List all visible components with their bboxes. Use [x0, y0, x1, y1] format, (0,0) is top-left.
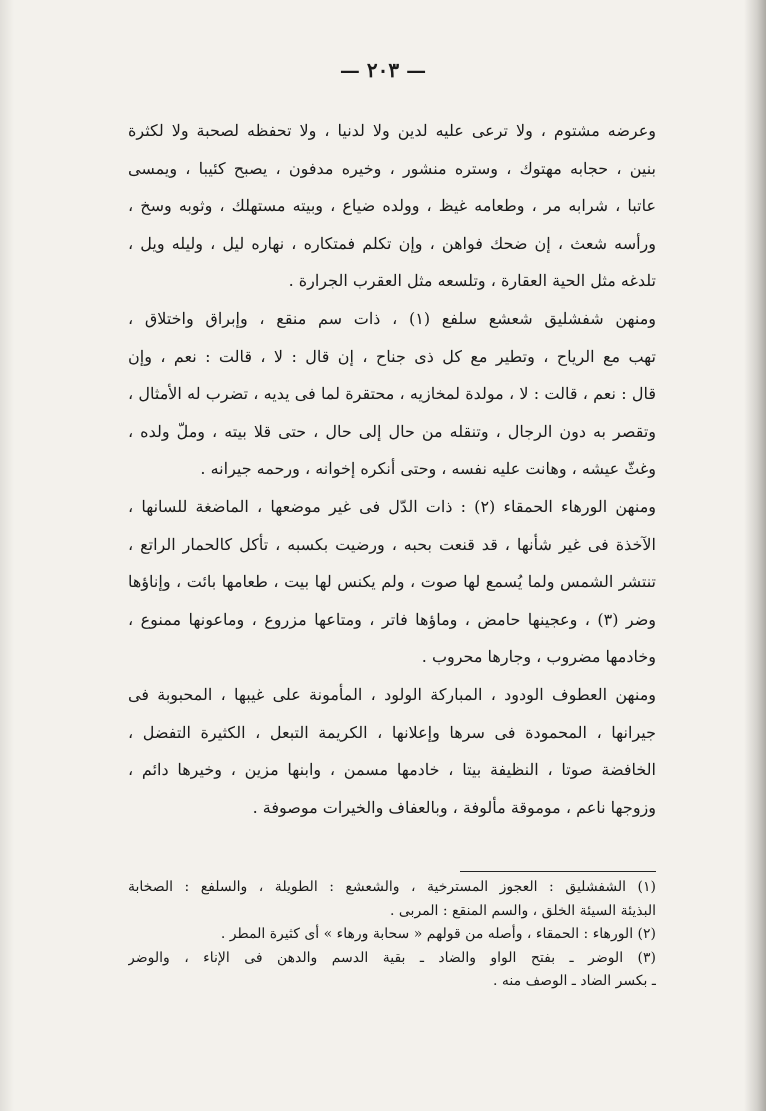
- body-line: وتقصر به دون الرجال ، وتنقله من حال إلى حال ، حتى قلا بيته ، وملّ ولده ،: [128, 421, 656, 441]
- body-line: ومنهن شفشليق شعشع سلفع (١) ، ذات سم منقع ، وإبراق واختلاق ،: [128, 308, 656, 328]
- body-line: وعرضه مشتوم ، ولا ترعى عليه لدين ولا لدنيا ، ولا تحفظه لصحبة ولا لكثرة: [128, 121, 656, 140]
- body-line: الآخذة فى غير شأنها ، قد قنعت بحبه ، ورضيت بكسبه ، تأكل كالحمار الراتع ،: [128, 534, 656, 554]
- body-line: جيرانها ، المحمودة فى سرها وإعلانها ، الكريمة التبعل ، الكثيرة التفضل ،: [128, 722, 656, 742]
- footnote-line: (٣) الوضر ـ بفتح الواو والضاد ـ بقية الدسم والدهن فى الإناء ، والوضر: [128, 949, 656, 966]
- body-line: عاتبا ، شرابه مر ، وطعامه غيظ ، وولده ضياع ، وبيته مستهلك ، وثوبه وسخ ،: [128, 196, 656, 216]
- footnote-line: البذيئة السيئة الخلق ، والسم المنقع : المربى .: [389, 902, 656, 919]
- footnote-separator: [460, 871, 656, 872]
- body-line: وخادمها مضروب ، وجارها محروب .: [421, 647, 656, 667]
- body-line: تلدغه مثل الحية العقارة ، وتلسعه مثل العقرب الجرارة .: [288, 271, 656, 291]
- scan-shadow-left: [0, 0, 14, 1111]
- footnotes: [128, 876, 656, 994]
- body-line: وغثّ عيشه ، وهانت عليه نفسه ، وحتى أنكره إخوانه ، ورحمه جيرانه .: [200, 459, 656, 479]
- scan-shadow-right: [744, 0, 766, 1111]
- body-line: وزوجها ناعم ، موموقة مألوفة ، وبالعفاف والخيرات موصوفة .: [252, 797, 656, 817]
- body-line: ومنهن العطوف الودود ، المباركة الولود ، المأمونة على غيبها ، المحبوبة فى: [128, 684, 656, 704]
- body-text: [128, 112, 656, 826]
- body-line: قال : نعم ، قالت : لا ، مولدة لمخازيه ، محتقرة لما فى يديه ، تضرب له الأمثال ،: [128, 384, 656, 404]
- body-line: تهب مع الرياح ، وتطير مع كل ذى جناح ، إن قال : لا ، قالت : نعم ، وإن: [128, 346, 656, 366]
- body-line: الخافضة صوتا ، النظيفة بيتا ، خادمها مسمن ، وابنها مزين ، وخيرها دائم ،: [128, 760, 656, 780]
- footnote-line: (١) الشفشليق : العجوز المسترخية ، والشعشع : الطويلة ، والسلفع : الصخابة: [128, 879, 656, 895]
- footnote-line: (٢) الورهاء : الحمقاء ، وأصله من قولهم « سحابة ورهاء » أى كثيرة المطر .: [220, 926, 656, 943]
- body-line: ورأسه شعث ، إن ضحك فواهن ، وإن تكلم فمتكاره ، نهاره ليل ، وليله ويل ،: [128, 233, 656, 253]
- body-line: ومنهن الورهاء الحمقاء (٢) : ذات الدّل فى غير موضعها ، الماضغة للسانها ،: [128, 496, 656, 516]
- page-number: — ٢٠٣ —: [339, 58, 427, 82]
- body-line: وضر (٣) ، وعجينها حامض ، وماؤها فاتر ، ومتاعها مزروع ، وماعونها ممنوع ،: [128, 609, 656, 629]
- body-line: بنين ، حجابه مهتوك ، وستره منشور ، وخيره مدفون ، يصبح كئيبا ، ويمسى: [128, 158, 656, 178]
- footnote-line: ـ بكسر الضاد ـ الوصف منه .: [493, 973, 656, 990]
- body-line: تنتشر الشمس ولما يُسمع لها صوت ، ولم يكنس لها بيت ، طعامها بائت ، وإناؤها: [128, 572, 656, 592]
